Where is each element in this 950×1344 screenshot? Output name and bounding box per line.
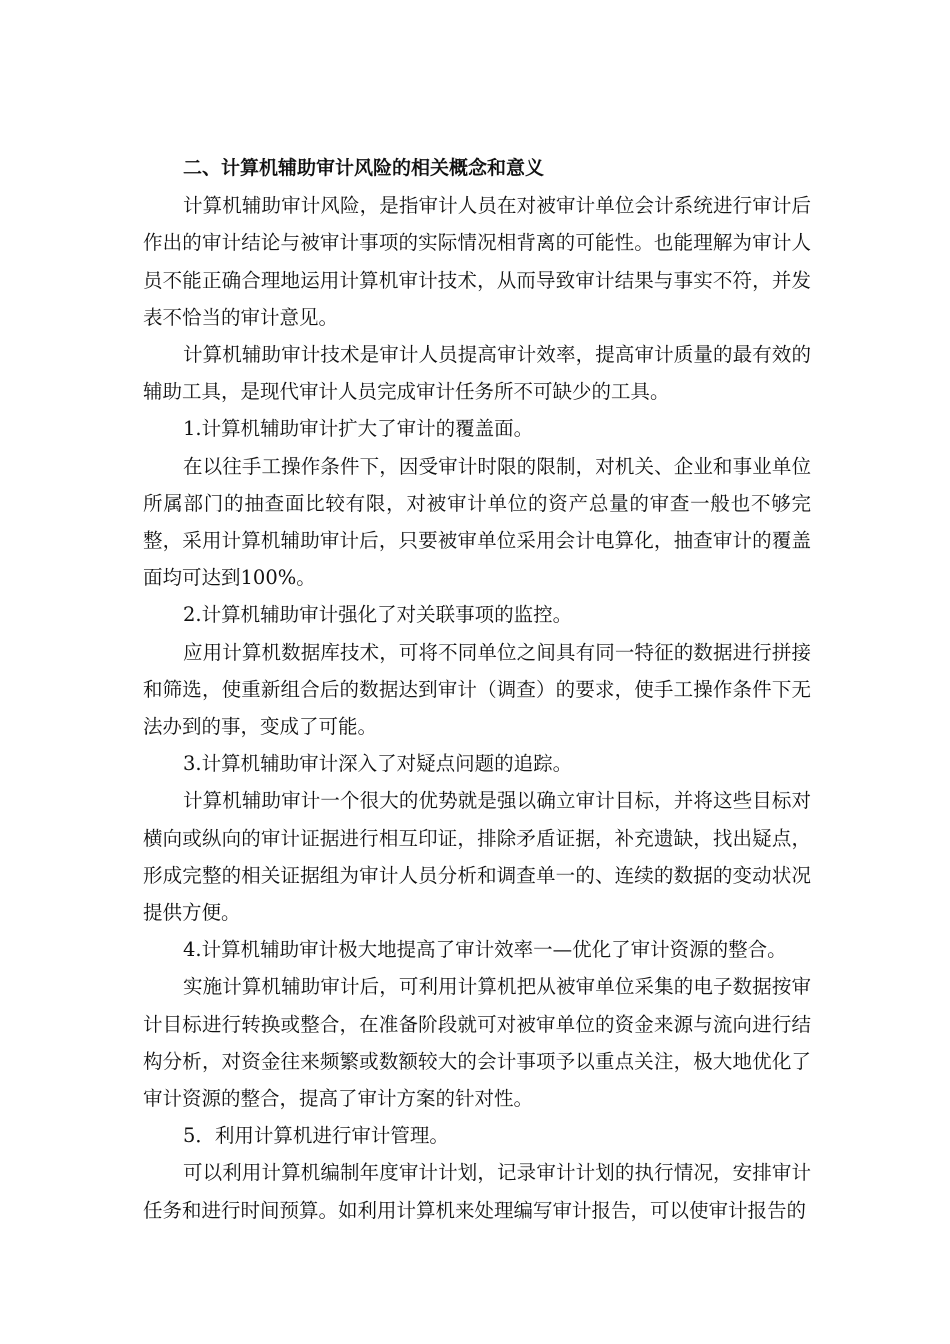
- item-5-body: 可以利用计算机编制年度审计计划，记录审计计划的执行情况，安排审计任务和进行时间预算。如利用计算机来处理编写审计报告，可以使审计报告的: [143, 1161, 811, 1222]
- item-3-title: 3.计算机辅助审计深入了对疑点问题的追踪。: [183, 752, 573, 776]
- item-2-body: 应用计算机数据库技术，可将不同单位之间具有同一特征的数据进行拼接和筛选，使重新组合后的数据达到审计（调查）的要求，使手工操作条件下无法办到的事，变成了可能。: [143, 640, 811, 739]
- document-body: [143, 150, 811, 1229]
- item-4-title: 4.计算机辅助审计极大地提高了审计效率一—优化了审计资源的整合。: [183, 938, 787, 962]
- item-3-body: 计算机辅助审计一个很大的优势就是强以确立审计目标，并将这些目标对横向或纵向的审计证据进行相互印证，排除矛盾证据，补充遗缺，找出疑点，形成完整的相关证据组为审计人员分析和调查单一的、连续的数据的变动状况提供方便。: [143, 789, 811, 925]
- item-1-body: 在以往手工操作条件下，因受审计时限的限制，对机关、企业和事业单位所属部门的抽查面比较有限，对被审计单位的资产总量的审查一般也不够完整，采用计算机辅助审计后，只要被审单位采用会计电算化，抽查审计的覆盖面均可达到100%。: [143, 454, 811, 590]
- intro-paragraph-2: 计算机辅助审计技术是审计人员提高审计效率，提高审计质量的最有效的辅助工具，是现代审计人员完成审计任务所不可缺少的工具。: [143, 343, 811, 404]
- item-2-title: 2.计算机辅助审计强化了对关联事项的监控。: [183, 603, 573, 627]
- intro-paragraph-1: 计算机辅助审计风险，是指审计人员在对被审计单位会计系统进行审计后作出的审计结论与被审计事项的实际情况相背离的可能性。也能理解为审计人员不能正确合理地运用计算机审计技术，从而导致审计结果与事实不符，并发表不恰当的审计意见。: [143, 194, 811, 329]
- item-1-title: 1.计算机辅助审计扩大了审计的覆盖面。: [183, 417, 534, 441]
- item-4-body: 实施计算机辅助审计后，可利用计算机把从被审单位采集的电子数据按审计目标进行转换或整合，在准备阶段就可对被审单位的资金来源与流向进行结构分析，对资金往来频繁或数额较大的会计事项予以重点关注，极大地优化了审计资源的整合，提高了审计方案的针对性。: [143, 975, 811, 1111]
- section-heading: 二、计算机辅助审计风险的相关概念和意义: [183, 157, 545, 179]
- item-5-title: 5．利用计算机进行审计管理。: [183, 1124, 449, 1148]
